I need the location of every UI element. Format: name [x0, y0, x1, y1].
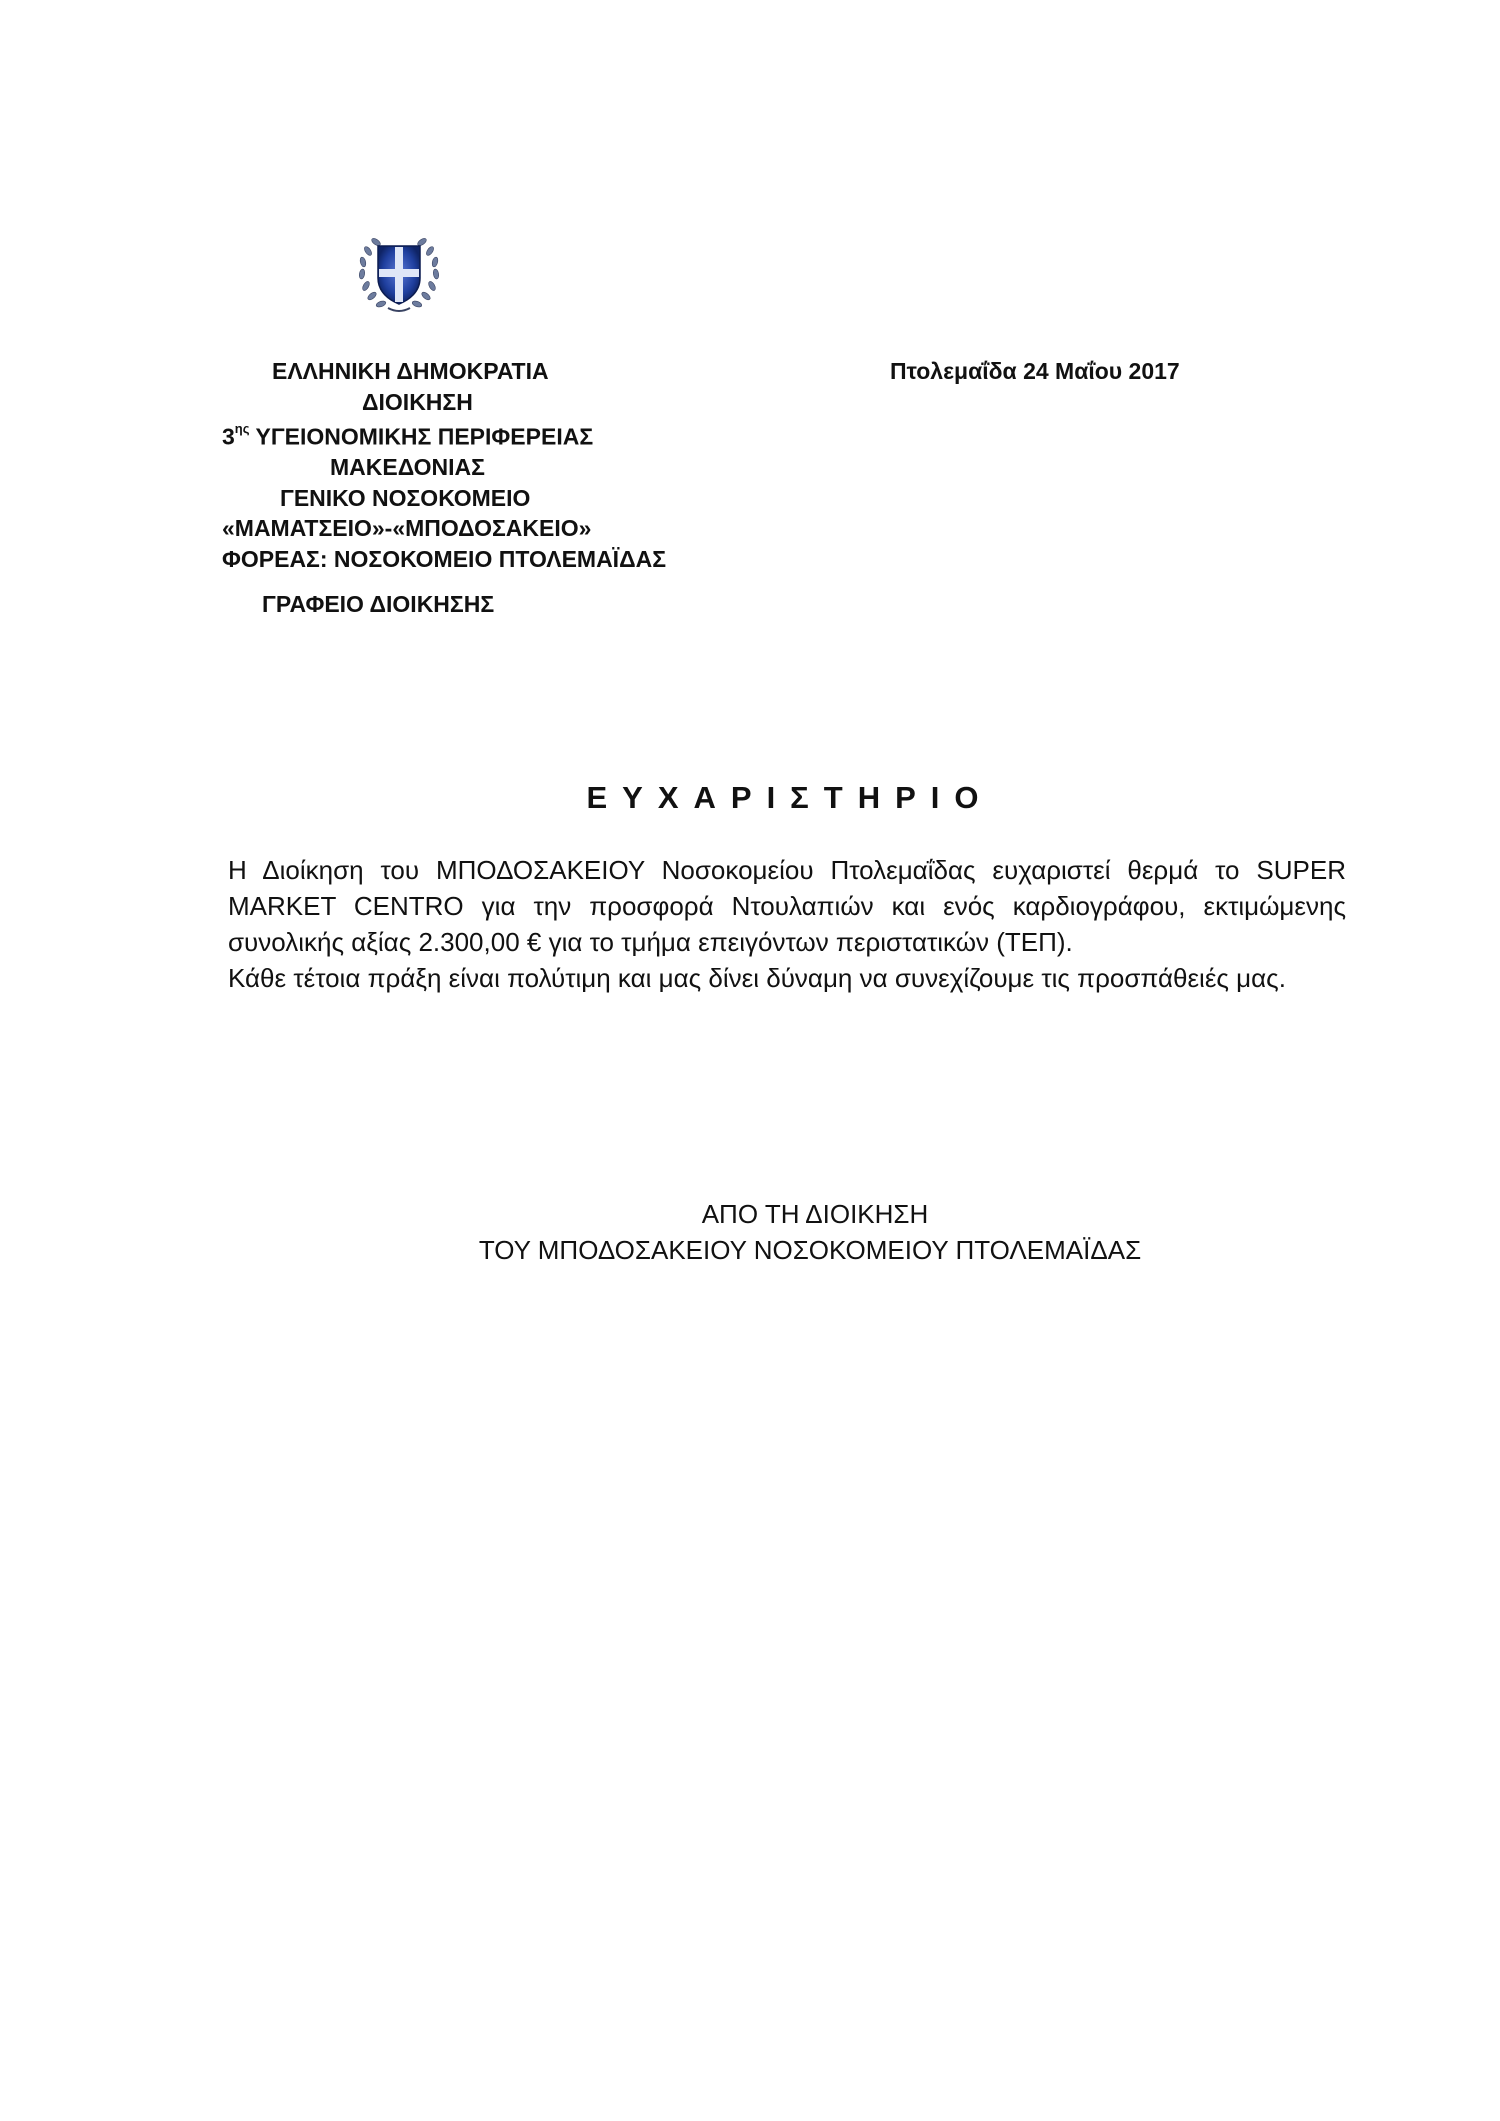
header-line-agency: ΦΟΡΕΑΣ: ΝΟΣΟΚΟΜΕΙΟ ΠΤΟΛΕΜΑΪΔΑΣ [222, 545, 667, 572]
office-label: ΓΡΑΦΕΙΟ ΔΙΟΙΚΗΣΗΣ [262, 591, 495, 617]
header-line-health-region [222, 417, 666, 452]
header-line-republic: ΕΛΛΗΝΙΚΗ ΔΗΜΟΚΡΑΤΙΑ [272, 358, 549, 384]
body-paragraph-thanks: Η Διοίκηση του ΜΠΟΔΟΣΑΚΕΙΟΥ Νοσοκομείου Πτολεμαΐδας ευχαριστεί θερμά το SUPER MARKET CENTRO για την προσφορά Ντουλαπιών και ενός καρδιογράφου, εκτιμώμενης συνολικής αξίας 2.300,00 € για το τμήμα επειγόντων περιστατικών (ΤΕΠ). [228, 855, 1346, 957]
header-line-administration: ΔΙΟΙΚΗΣΗ [362, 388, 473, 415]
health-region-label: ΥΓΕΙΟΝΟΜΙΚΗΣ ΠΕΡΙΦΕΡΕΙΑΣ [255, 423, 594, 450]
document-date: Πτολεμαΐδα 24 Μαΐου 2017 [890, 358, 1180, 384]
body-paragraph-closing: Κάθε τέτοια πράξη είναι πολύτιμη και μας δίνει δύναμη να συνεχίζουμε τις προσπάθειές μας. [228, 963, 1286, 993]
ordinal-suffix: ης [234, 421, 250, 436]
header-line-macedonia: ΜΑΚΕΔΟΝΙΑΣ [330, 454, 485, 481]
signature-block [0, 1196, 1500, 1268]
header-line-hospital-names: «ΜΑΜΑΤΣΕΙΟ»-«ΜΠΟΔΟΣΑΚΕΙΟ» [222, 515, 592, 542]
signature-line-2: ΤΟΥ ΜΠΟΔΟΣΑΚΕΙΟΥ ΝΟΣΟΚΟΜΕΙΟΥ ΠΤΟΛΕΜΑΪΔΑΣ [478, 1235, 1142, 1265]
issuer-header [222, 356, 666, 574]
header-line-general-hospital: ΓΕΝΙΚΟ ΝΟΣΟΚΟΜΕΙΟ [280, 484, 531, 511]
health-region-number: 3 [222, 423, 235, 450]
signature-line-1: ΑΠΟ ΤΗ ΔΙΟΙΚΗΣΗ [701, 1199, 929, 1229]
document-title: ΕΥΧΑΡΙΣΤΗΡΙΟ [586, 780, 994, 815]
greek-republic-emblem-icon [352, 226, 446, 320]
document-body [228, 852, 1346, 996]
